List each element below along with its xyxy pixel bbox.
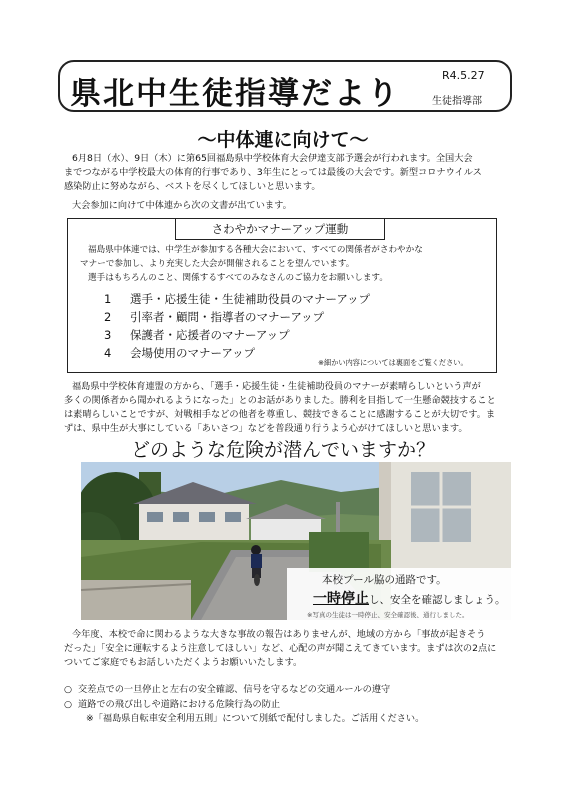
manner-item-number: 1 <box>104 292 112 306</box>
bullet-item <box>64 683 390 698</box>
bullet-mark: ○ <box>64 684 73 695</box>
caption-line-1: 本校プール脇の通路です。 <box>322 574 447 586</box>
paragraph-line: 感染防止に努めながら、ベストを尽くしてほしいと思います。 <box>64 181 321 192</box>
paragraph-line: 今年度、本校で命に関わるような大きな事故の報告はありませんが、地域の方から「事故が起きそう <box>72 629 486 640</box>
newsletter-title: 県北中生徒指導だより <box>70 76 400 112</box>
bullet-item <box>64 698 280 713</box>
bullet-text: 道路での飛び出しや道路における危険行為の防止 <box>78 699 281 710</box>
manner-item-number: 3 <box>104 328 112 342</box>
manner-item-text: 引率者・顧問・指導者のマナーアップ <box>130 310 325 324</box>
manner-item <box>104 308 324 326</box>
photo-caption-box <box>287 568 521 624</box>
caption-emphasis: 一時停止 <box>313 591 369 607</box>
paragraph-line: までつながる中学校最大の体育的行事であり、3年生にとっては最後の大会です。新型コロナウイルス <box>64 167 482 178</box>
bullet-mark: ○ <box>64 699 73 710</box>
bullet-text: 交差点での一旦停止と左右の安全確認、信号を守るなどの交通ルールの遵守 <box>78 684 391 695</box>
section2-heading: どのような危険が潜んでいますか？ <box>130 439 435 461</box>
manner-box-title: さわやかマナーアップ運動 <box>175 218 385 240</box>
manner-item-text: 選手・応援生徒・生徒補助役員のマナーアップ <box>130 292 371 306</box>
box-intro-line: 福島県中体連では、中学生が参加する各種大会において、すべての関係者がさわやかな <box>88 245 423 255</box>
caption-note: ※写真の生徒は一時停止、安全確認後、通行しました。 <box>307 611 469 619</box>
manner-item <box>104 344 255 362</box>
manner-item <box>104 290 370 308</box>
department-name: 生徒指導部 <box>432 96 482 107</box>
box-note: ※細かい内容については裏面をご覧ください。 <box>318 358 468 367</box>
paragraph-line: 6月8日（水）、9日（木）に第65回福島県中学校体育大会伊達支部予選会が行われます。全国大会 <box>72 153 473 164</box>
issue-date: R4.5.27 <box>442 69 485 82</box>
paragraph-line: だった」「安全に運転するよう注意してほしい」など、心配の声が聞こえてきています。まずは次の2点に <box>64 643 497 654</box>
paragraph-line: 福島県中学校体育連盟の方から、「選手・応援生徒・生徒補助役員のマナーが素晴らしいという声が <box>72 381 481 392</box>
box-intro-line: マナーで参加し、より充実した大会が開催されることを望んでいます。 <box>80 259 355 269</box>
paragraph-line: 大会参加に向けて中体連から次の文書が出ています。 <box>72 200 292 211</box>
manner-item-text: 会場使用のマナーアップ <box>130 346 256 360</box>
paragraph-line: は素晴らしいことですが、対戦相手などの他者を尊重し、競技できることに感謝することが大切です。ま <box>64 409 496 420</box>
paragraph-line: ずは、県中生が大事にしている「あいさつ」などを普段通り行うよう心がけてほしいと思います。 <box>64 423 468 434</box>
caption-line-2 <box>313 588 506 608</box>
paragraph-line: ついてご家庭でもお話しいただくようお願いいたします。 <box>64 657 303 668</box>
paragraph-line: 多くの関係者から聞かれるようになった」とのお話がありました。勝利を目指して一生懸命競技すること <box>64 395 496 406</box>
manner-item-text: 保護者・応援者のマナーアップ <box>130 328 290 342</box>
manner-item-number: 2 <box>104 310 112 324</box>
manner-item <box>104 326 290 344</box>
section1-heading: ～中体連に向けて～ <box>197 129 369 151</box>
manner-item-number: 4 <box>104 346 112 360</box>
box-intro-line: 選手はもちろんのこと、関係するすべてのみなさんのご協力をお願いします。 <box>88 273 388 283</box>
bullet-note: ※「福島県自転車安全利用五則」について別紙で配付しました。ご活用ください。 <box>86 713 425 724</box>
caption-line-2-rest: し、安全を確認しましょう。 <box>369 594 506 606</box>
